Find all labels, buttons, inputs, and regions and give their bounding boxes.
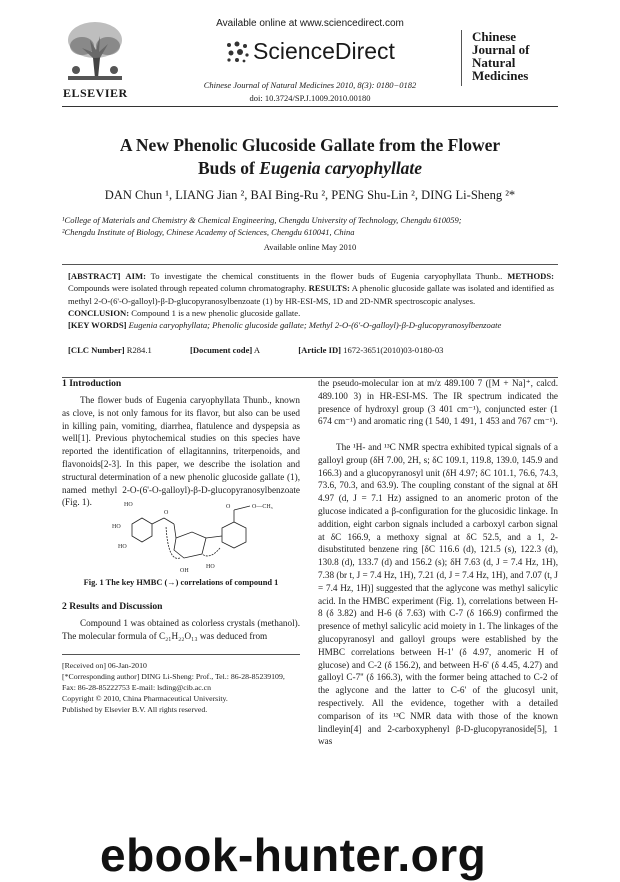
footnote-corresponding: [*Corresponding author] DING Li-Sheng: Prof., Tel.: 86-28-85239109, Fax: 86-28-85222753 E-mail: lsding@cib.ac.cn	[62, 672, 285, 692]
svg-text:OH: OH	[180, 568, 189, 574]
clc-value: R284.1	[124, 345, 152, 355]
online-date: Available online May 2010	[263, 242, 357, 252]
journal-citation: Chinese Journal of Natural Medicines 2010, 8(3): 0180−0182	[203, 80, 417, 90]
intro-heading-text: 1 Introduction	[62, 378, 122, 389]
footnote-copyright: Copyright © 2010, China Pharmaceutical University.	[62, 694, 228, 703]
affiliations	[62, 214, 462, 238]
sciencedirect-wordmark: ScienceDirect	[253, 38, 395, 64]
keywords	[68, 319, 554, 331]
doc-value: A	[252, 345, 261, 355]
svg-text:HO: HO	[118, 544, 127, 550]
publisher-name: ELSEVIER	[63, 86, 128, 100]
classification-line	[68, 345, 554, 355]
methods-label: METHODS:	[507, 271, 554, 281]
aim-label: AIM:	[125, 271, 146, 281]
conclusion-label: CONCLUSION:	[68, 307, 130, 318]
abstract	[68, 270, 554, 331]
keywords-label: [KEY WORDS]	[68, 320, 127, 331]
methods-text: Compounds were isolated through repeated column chromatography.	[68, 283, 309, 294]
abstract-body	[68, 270, 554, 319]
results-paragraph: Compound 1 was obtained as colorless crystals (methanol). The molecular formula of C₂₁H₂₂O₁₃ was deduced from	[62, 618, 300, 641]
article-title	[0, 134, 620, 180]
intro-paragraph: The flower buds of Eugenia caryophyllata Thunb., known as clove, is not only famous for its flavor, but also can be used in killing pain, vomiting, diarrhea, flatulence and dyspepsia as well[1]. Previous phytochemical studies on this species have reported the identification of ellagitannins, triterpenoids, and flavonoids[2-3]. In this paper, we describe the isolation and structural determination of a new phenolic glucoside gallate (1), named methyl 2-O-(6'-O-galloyl)-β-D-glucopyranosylbenzoate (Fig. 1).	[62, 395, 300, 508]
aim-text: To investigate the chemical constituents in the flower buds of Eugenia caryophyllata Thunb..	[145, 271, 508, 281]
article-id	[298, 345, 461, 355]
right-paragraph-1: the pseudo-molecular ion at m/z 489.100 7 ([M + Na]⁺, calcd. 489.100 3) in HR-ESI-MS. The IR spectrum indicated the presence of hydroxyl group (3 401 cm⁻¹), conjuncted ester (1 674 cm⁻¹) and aromatic ring (1 540, 1 491, 1 453 and 767 cm⁻¹).	[318, 378, 558, 427]
title-line-2-prefix: Buds of	[197, 158, 260, 178]
title-line-1: A New Phenolic Glucoside Gallate from the Flower	[119, 135, 501, 155]
clc-number	[68, 345, 170, 355]
journal-name-line: Journal of	[472, 42, 530, 57]
keywords-text: Eugenia caryophyllata; Phenolic glucoside gallate; Methyl 2-O-(6'-O-galloyl)-β-D-glucopyranosylbenzoate	[126, 320, 502, 331]
doi: doi: 10.3724/SP.J.1009.2010.00180	[249, 93, 371, 103]
right-paragraph-2: The ¹H- and ¹³C NMR spectra exhibited typical signals of a galloyl group (δH 7.00, 2H, s; δC 109.1, 119.8, 139.0, 145.9 and 166.3) and a glucopyranosyl unit (δH 4.97; δC 101.1, 76.6, 74.3, 73.6, 70.3, and 63.9). The coupling constant of the signal at δH 4.97 (d, J = 7.1 Hz) assigned to an anomeric proton of the glucose indicated a β-configuration for the glucosidic linkage. In addition, eight carbon signals included a carboxyl carbon signal at δC 166.9, a methoxy signal at δC 52.5, and a 1, 2-disubstituted benzene ring [δC 116.6 (d), 121.5 (s), 122.3 (d), 130.8 (d), 133.7 (d) and 156.2 (s); δH 7.63 (d, J = 7.4 Hz, 1H), 7.38 (br t, J = 7.4 Hz, 1H), 7.21 (d, J = 7.4 Hz, 1H), and 7.07 (t, J = 7.4 Hz, 1H)] suggested that the aglycone was methyl salicylic acid. In the HMBC experiment (Fig. 1), correlations between H-8 (δ 3.82) and H-6 (δ 7.63) with C-7 (δ 166.9) confirmed the presence of methyl salicylic acid moiety in 1. The linkages of the glucopyranosyl and galloyl groups were established by the HMBC correlations between H-1' (δ 4.97, anomeric H of glucose) and C-2 (δ 156.2), and between H-6' (δ 4.45, 4.27) and galloyl C-7'' (δ 166.3), with the former being attached to C-2 of the aglycone and the latter to C-6' of the glucosyl unit, respectively. All the evidence, together with a detailed comparison of its ¹³C NMR data with those of the known lindleyin[4] and 2-carboxyphenyl β-D-glucopyranoside[5], 1 was	[318, 442, 558, 747]
abstract-label: [ABSTRACT]	[68, 271, 121, 281]
affiliation-1: ¹College of Materials and Chemistry & Chemical Engineering, Chengdu University of Technology, Chengdu 610059;	[62, 215, 462, 225]
journal-name-box	[461, 30, 570, 86]
svg-text:HO: HO	[124, 502, 133, 508]
author-list: DAN Chun ¹, LIANG Jian ², BAI Bing-Ru ², PENG Shu-Lin ², DING Li-Sheng ²*	[104, 188, 516, 202]
title-species: Eugenia caryophyllate	[259, 158, 423, 178]
article-value: 1672-3651(2010)03-0180-03	[341, 345, 444, 355]
header-divider	[62, 106, 558, 107]
document-code	[190, 345, 278, 355]
footnote-publisher: Published by Elsevier B.V. All rights reserved.	[62, 705, 208, 714]
affiliation-2: ²Chengdu Institute of Biology, Chinese Academy of Sciences, Chengdu 610041, China	[62, 227, 355, 237]
results-heading	[62, 600, 300, 614]
available-online: Available online at www.sciencedirect.com	[216, 18, 404, 29]
intro-heading	[62, 377, 300, 391]
watermark: ebook-hunter.org	[100, 829, 487, 881]
figure-caption: Fig. 1 The key HMBC (→) correlations of compound 1	[83, 578, 279, 587]
results-text: A phenolic glucoside gallate was isolated and identified as methyl 2-O-(6'-O-galloyl)-β-D-glucopyranosylbenzoate (1) by HR-ESI-MS, 1D and 2D-NMR spectroscopic analyses.	[68, 283, 554, 306]
footnote-divider	[62, 654, 300, 655]
svg-text:O: O	[164, 510, 169, 516]
title-line-2	[0, 157, 620, 180]
results-label: RESULTS:	[308, 283, 350, 294]
footnote-received: [Received on] 06-Jan-2010	[62, 661, 147, 670]
svg-text:O—CH₃: O—CH₃	[252, 504, 273, 510]
svg-text:HO: HO	[112, 524, 121, 530]
journal-name-line: Chinese	[472, 29, 517, 44]
journal-name-line: Natural	[472, 55, 516, 70]
article-label: [Article ID]	[298, 345, 342, 355]
compound-structure-diagram	[110, 498, 280, 576]
svg-text:HO: HO	[206, 564, 215, 570]
footnotes	[62, 660, 300, 715]
results-heading-text: 2 Results and Discussion	[62, 601, 163, 612]
svg-text:O: O	[226, 504, 231, 510]
clc-label: [CLC Number]	[68, 345, 125, 355]
sciencedirect-dots-icon	[225, 41, 249, 63]
doc-label: [Document code]	[189, 345, 253, 355]
conclusion-text: Compound 1 is a new phenolic glucoside gallate.	[129, 307, 301, 318]
journal-name-line: Medicines	[472, 68, 529, 83]
